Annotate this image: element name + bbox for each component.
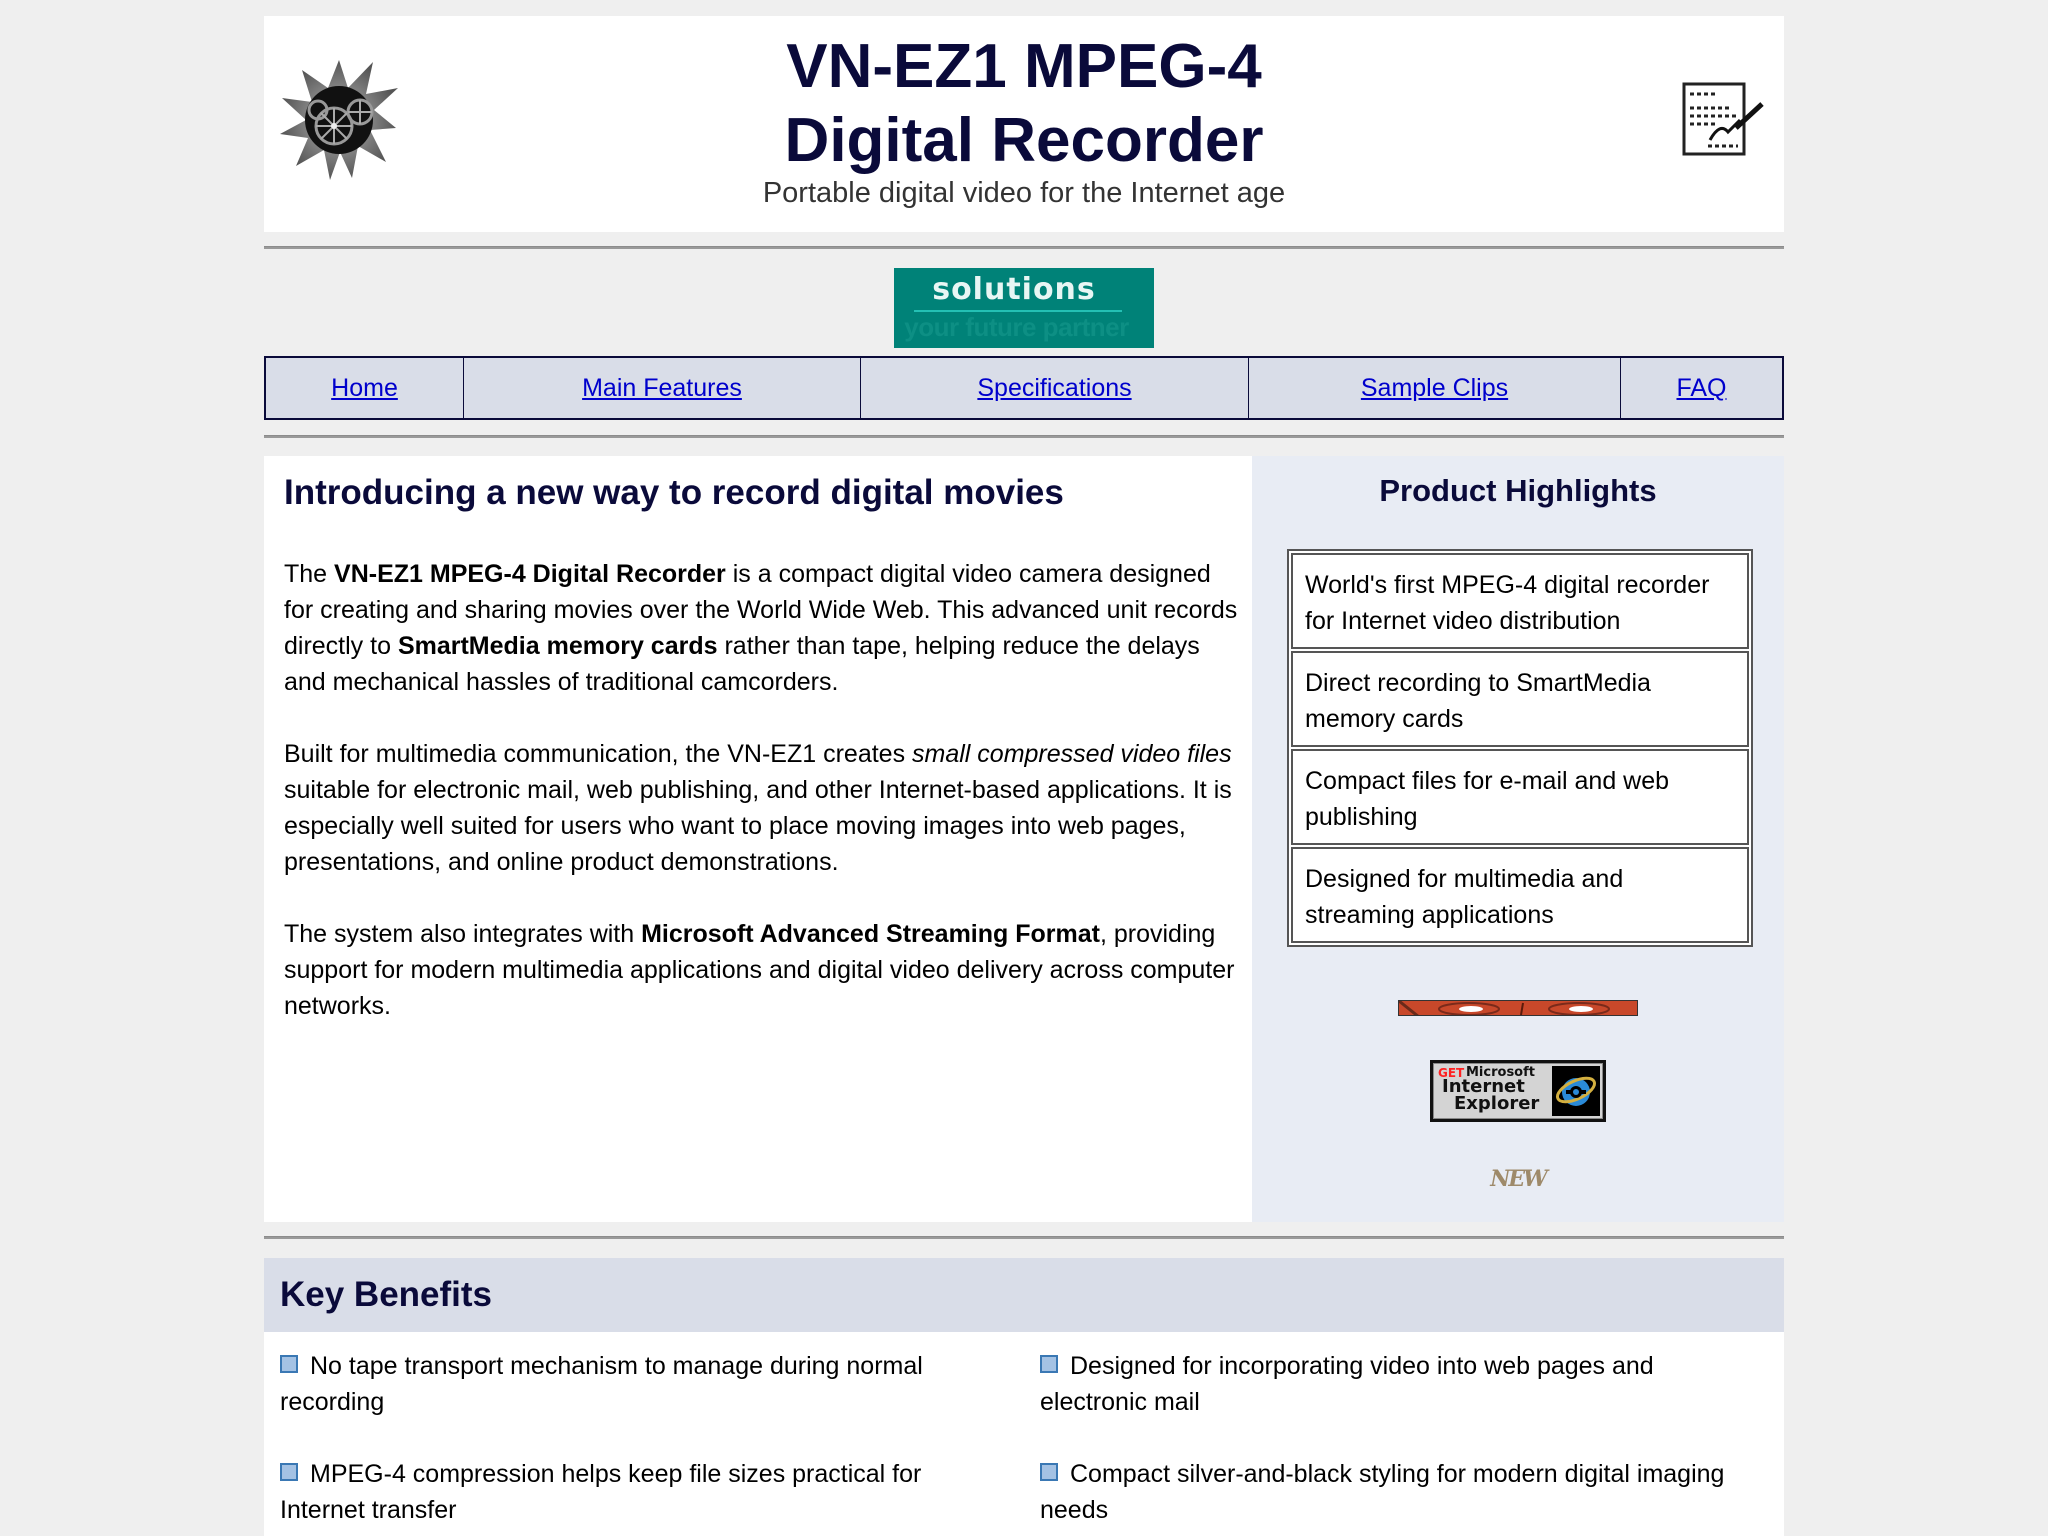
square-bullet-icon <box>280 1463 298 1481</box>
divider <box>264 435 1784 438</box>
nav-cell-faq <box>1621 358 1782 418</box>
ie-internet-label: Internet <box>1442 1076 1525 1097</box>
ie-get-label: GET <box>1438 1066 1465 1080</box>
highlight-item: Designed for multimedia and streaming applications <box>1291 847 1749 943</box>
face-banner-image[interactable] <box>1398 1000 1638 1016</box>
product-name-bold: VN-EZ1 MPEG-4 Digital Recorder <box>334 560 726 588</box>
page-subtitle: Portable digital video for the Internet age <box>762 177 1286 209</box>
key-benefits-heading: Key Benefits <box>280 1275 493 1314</box>
text: Built for multimedia communication, the VN-EZ1 creates <box>284 740 913 768</box>
nav-link-faq[interactable]: FAQ <box>1676 373 1727 402</box>
intro-paragraph-3 <box>284 916 1244 1024</box>
nav-cell-specifications <box>861 358 1249 418</box>
text: The <box>284 560 335 588</box>
title-line-1: VN-EZ1 MPEG-4 <box>786 32 1262 101</box>
new-badge: NEW <box>1490 1166 1546 1192</box>
nav-cell-sample-clips <box>1249 358 1621 418</box>
text: rather than tape, helping reduce the delays and mechanical hassles of traditional camcorders. <box>284 632 1200 696</box>
highlight-item: Compact files for e-mail and web publishing <box>1291 749 1749 845</box>
text: , providing support for modern multimedia applications and digital video delivery across computer networks. <box>284 920 1235 1020</box>
ie-microsoft-label: Microsoft <box>1466 1065 1535 1080</box>
page-header <box>264 16 1784 232</box>
benefit-text: MPEG-4 compression helps keep file sizes practical for Internet transfer <box>280 1460 922 1524</box>
benefit-text: Designed for incorporating video into web pages and electronic mail <box>1040 1352 1654 1416</box>
benefit-item <box>280 1348 980 1420</box>
intro-section <box>264 456 1252 1222</box>
main-nav <box>264 356 1784 420</box>
solutions-banner[interactable] <box>894 268 1154 348</box>
intro-heading: Introducing a new way to record digital movies <box>284 473 1064 512</box>
intro-paragraph-1 <box>284 556 1244 700</box>
asf-bold: Microsoft Advanced Streaming Format <box>641 920 1100 948</box>
face-eyes-icon <box>1399 1001 1638 1016</box>
divider <box>264 1236 1784 1239</box>
ie-explorer-label: Explorer <box>1454 1093 1540 1114</box>
text: is a compact digital video camera designed for creating and sharing movies over the World Wide Web. This advanced unit records directly to <box>284 560 1238 660</box>
get-internet-explorer-badge[interactable] <box>1430 1060 1606 1122</box>
square-bullet-icon <box>280 1355 298 1373</box>
smartmedia-bold: SmartMedia memory cards <box>397 632 718 660</box>
highlight-item: Direct recording to SmartMedia memory cards <box>1291 651 1749 747</box>
nav-cell-home <box>266 358 464 418</box>
page-title <box>264 30 1784 178</box>
benefit-item <box>1040 1348 1740 1420</box>
benefit-text: Compact silver-and-black styling for modern digital imaging needs <box>1040 1460 1725 1524</box>
ie-badge-body <box>1433 1063 1603 1119</box>
highlight-item: World's first MPEG-4 digital recorder for Internet video distribution <box>1291 553 1749 649</box>
title-line-2: Digital Recorder <box>784 106 1264 175</box>
key-benefits-header <box>264 1258 1784 1332</box>
benefit-item <box>1040 1456 1740 1528</box>
internet-explorer-e-icon <box>1552 1066 1600 1116</box>
small-files-italic: small compressed video files <box>912 740 1232 768</box>
nav-link-sample-clips[interactable]: Sample Clips <box>1360 373 1509 402</box>
intro-paragraph-2 <box>284 736 1244 880</box>
key-benefits-list <box>264 1332 1784 1536</box>
highlights-table <box>1287 549 1753 947</box>
divider <box>264 246 1784 249</box>
square-bullet-icon <box>1040 1463 1058 1481</box>
banner-title: solutions <box>932 272 1096 307</box>
banner-tagline: your future partner <box>904 312 1129 342</box>
nav-link-specifications[interactable]: Specifications <box>977 373 1132 402</box>
nav-cell-main-features <box>464 358 861 418</box>
text: The system also integrates with <box>284 920 642 948</box>
highlights-heading: Product Highlights <box>1379 473 1657 508</box>
signed-document-icon <box>1682 82 1768 158</box>
benefit-text: No tape transport mechanism to manage during normal recording <box>280 1352 923 1416</box>
benefit-item <box>280 1456 980 1528</box>
square-bullet-icon <box>1040 1355 1058 1373</box>
nav-link-main-features[interactable]: Main Features <box>582 373 742 402</box>
nav-link-home[interactable]: Home <box>331 373 398 402</box>
text: suitable for electronic mail, web publishing, and other Internet-based applications. It is especially well suited for users who want to place moving images into web pages, presentations, and online product demonstrations. <box>284 776 1232 876</box>
